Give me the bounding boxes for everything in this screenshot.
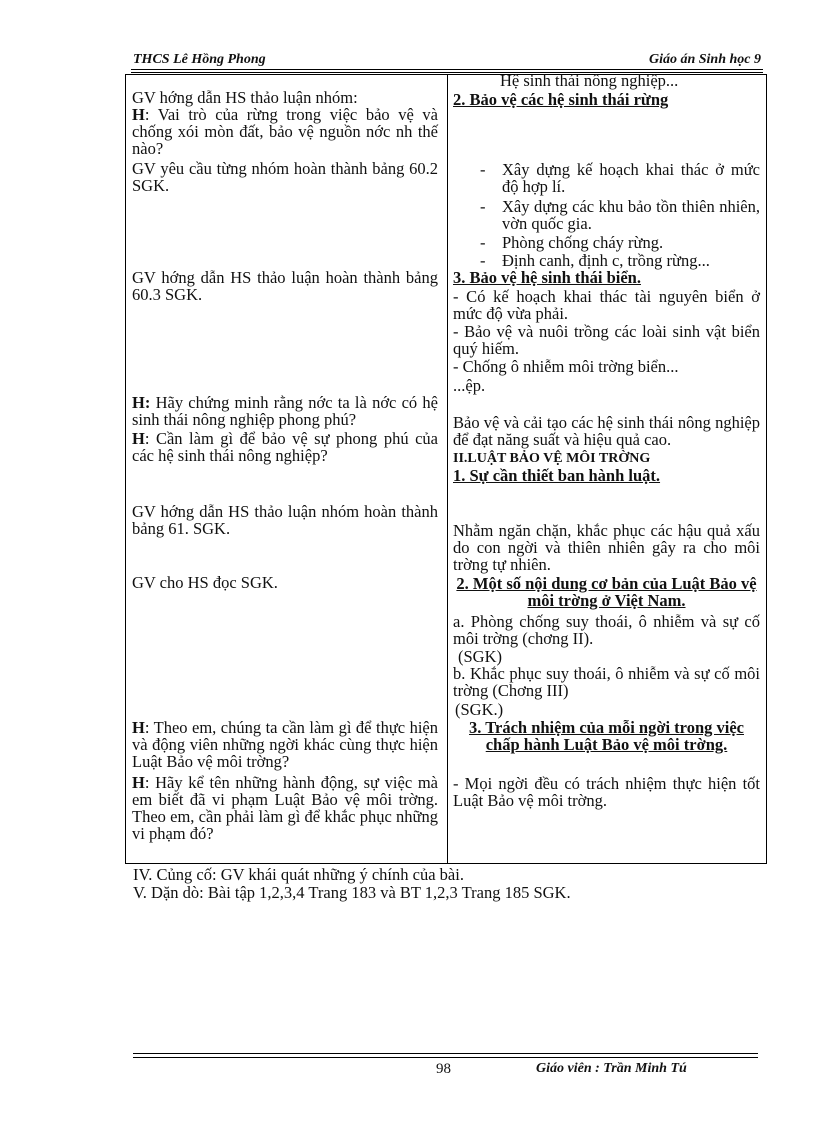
footer-rule-2 [133,1057,758,1058]
forest-item-4: Định canh, định c, trồng rừng... [502,251,710,270]
law-item-b-ref: (SGK.) [455,700,504,719]
law-necessity-heading: 1. Sự cần thiết ban hành luật. [453,466,661,485]
sea-item-3: - Chống ô nhiễm môi trờng biển... [453,357,679,376]
left-text-l8: GV cho HS đọc SGK. [132,573,278,592]
subject-name: Giáo án Sinh học 9 [648,52,761,67]
question-law-violation: H: Hãy kể tên những hành động, sự việc mà em biết đã vi phạm Luật Bảo vệ môi trờng. Theo em, cần phải làm gì để khắc phục những vi phạm đó? [132,773,438,843]
law-necessity-text: Nhằm ngăn chặn, khắc phục các hậu quả xấu do con ngời và thiên nhiên gây ra cho môi trờng tự nhiên. [453,521,760,574]
section-heading-law: II.LUẬT BẢO VỆ MÔI TRỜNG [453,451,651,466]
section-heading-forest: 2. Bảo vệ các hệ sinh thái rừng [453,90,669,109]
question-forest: H: Vai trò của rừng trong việc bảo vệ và chống xói mòn đất, bảo vệ nguồn nớc nh thế nào? [132,105,438,158]
bullet-dash: - [480,197,486,216]
homework-line: V. Dặn dò: Bài tập 1,2,3,4 Trang 183 và BT 1,2,3 Trang 185 SGK. [133,883,571,902]
law-item-a: a. Phòng chống suy thoái, ô nhiễm và sự cố môi trờng (chơng II). [453,612,760,648]
page-header [133,50,761,68]
question-law-action: H: Theo em, chúng ta cần làm gì để thực hiện và động viên những ngời khác cùng thực hiện Luật Bảo vệ môi trờng? [132,718,438,771]
agri-summary: Bảo vệ và cải tạo các hệ sinh thái nông nghiệp để đạt năng suất và hiệu quả cao. [453,413,760,449]
forest-item-2: Xây dựng các khu bảo tồn thiên nhiên, vờn quốc gia. [502,197,760,233]
responsibility-text: - Mọi ngời đều có trách nhiệm thực hiện tốt Luật Bảo vệ môi trờng. [453,774,760,810]
left-text-l7: GV hớng dẫn HS thảo luận nhóm hoàn thành bảng 61. SGK. [132,502,438,538]
bullet-dash: - [480,251,486,270]
forest-item-3: Phòng chống cháy rừng. [502,233,664,252]
law-item-b: b. Khắc phục suy thoái, ô nhiễm và sự cố môi trờng (Chơng III) [453,664,760,700]
section-heading-sea: 3. Bảo vệ hệ sinh thái biển. [453,268,641,287]
sea-item-2: - Bảo vệ và nuôi trồng các loài sinh vật biển quý hiếm. [453,322,760,358]
responsibility-heading: 3. Trách nhiệm của mỗi ngời trong việc chấp hành Luật Bảo vệ môi trờng. [469,718,744,754]
school-name: THCS Lê Hồng Phong [133,52,266,67]
law-content-heading: 2. Một số nội dung cơ bản của Luật Bảo vệ môi trờng ở Việt Nam. [456,574,757,610]
question-agri-protect: H: Cần làm gì để bảo vệ sự phong phú của các hệ sinh thái nông nghiệp? [132,429,438,465]
agri-fragment: ...ệp. [453,376,486,395]
page-number: 98 [436,1061,451,1077]
column-divider [447,75,448,863]
bullet-dash: - [480,233,486,252]
left-text-l1: GV hớng dẫn HS thảo luận nhóm: [132,88,358,107]
footer-rule [133,1053,758,1054]
law-item-a-ref: (SGK) [458,647,502,666]
left-text-l3: GV yêu cầu từng nhóm hoàn thành bảng 60.2 SGK. [132,159,438,195]
teacher-name: Giáo viên : Trần Minh Tú [536,1061,687,1076]
left-text-l4: GV hớng dẫn HS thảo luận hoàn thành bảng 60.3 SGK. [132,268,438,304]
right-text-r0: Hệ sinh thái nông nghiệp... [500,71,679,90]
sea-item-1: - Có kế hoạch khai thác tài nguyên biển ở mức độ vừa phải. [453,287,760,323]
bullet-dash: - [480,160,486,179]
consolidation-line: IV. Củng cố: GV khái quát những ý chính của bài. [133,865,464,884]
forest-item-1: Xây dựng kế hoạch khai thác ở mức độ hợp lí. [502,160,760,196]
header-rule [131,69,763,70]
question-agri-rich: H: Hãy chứng minh rằng nớc ta là nớc có hệ sinh thái nông nghiệp phong phú? [132,393,438,429]
